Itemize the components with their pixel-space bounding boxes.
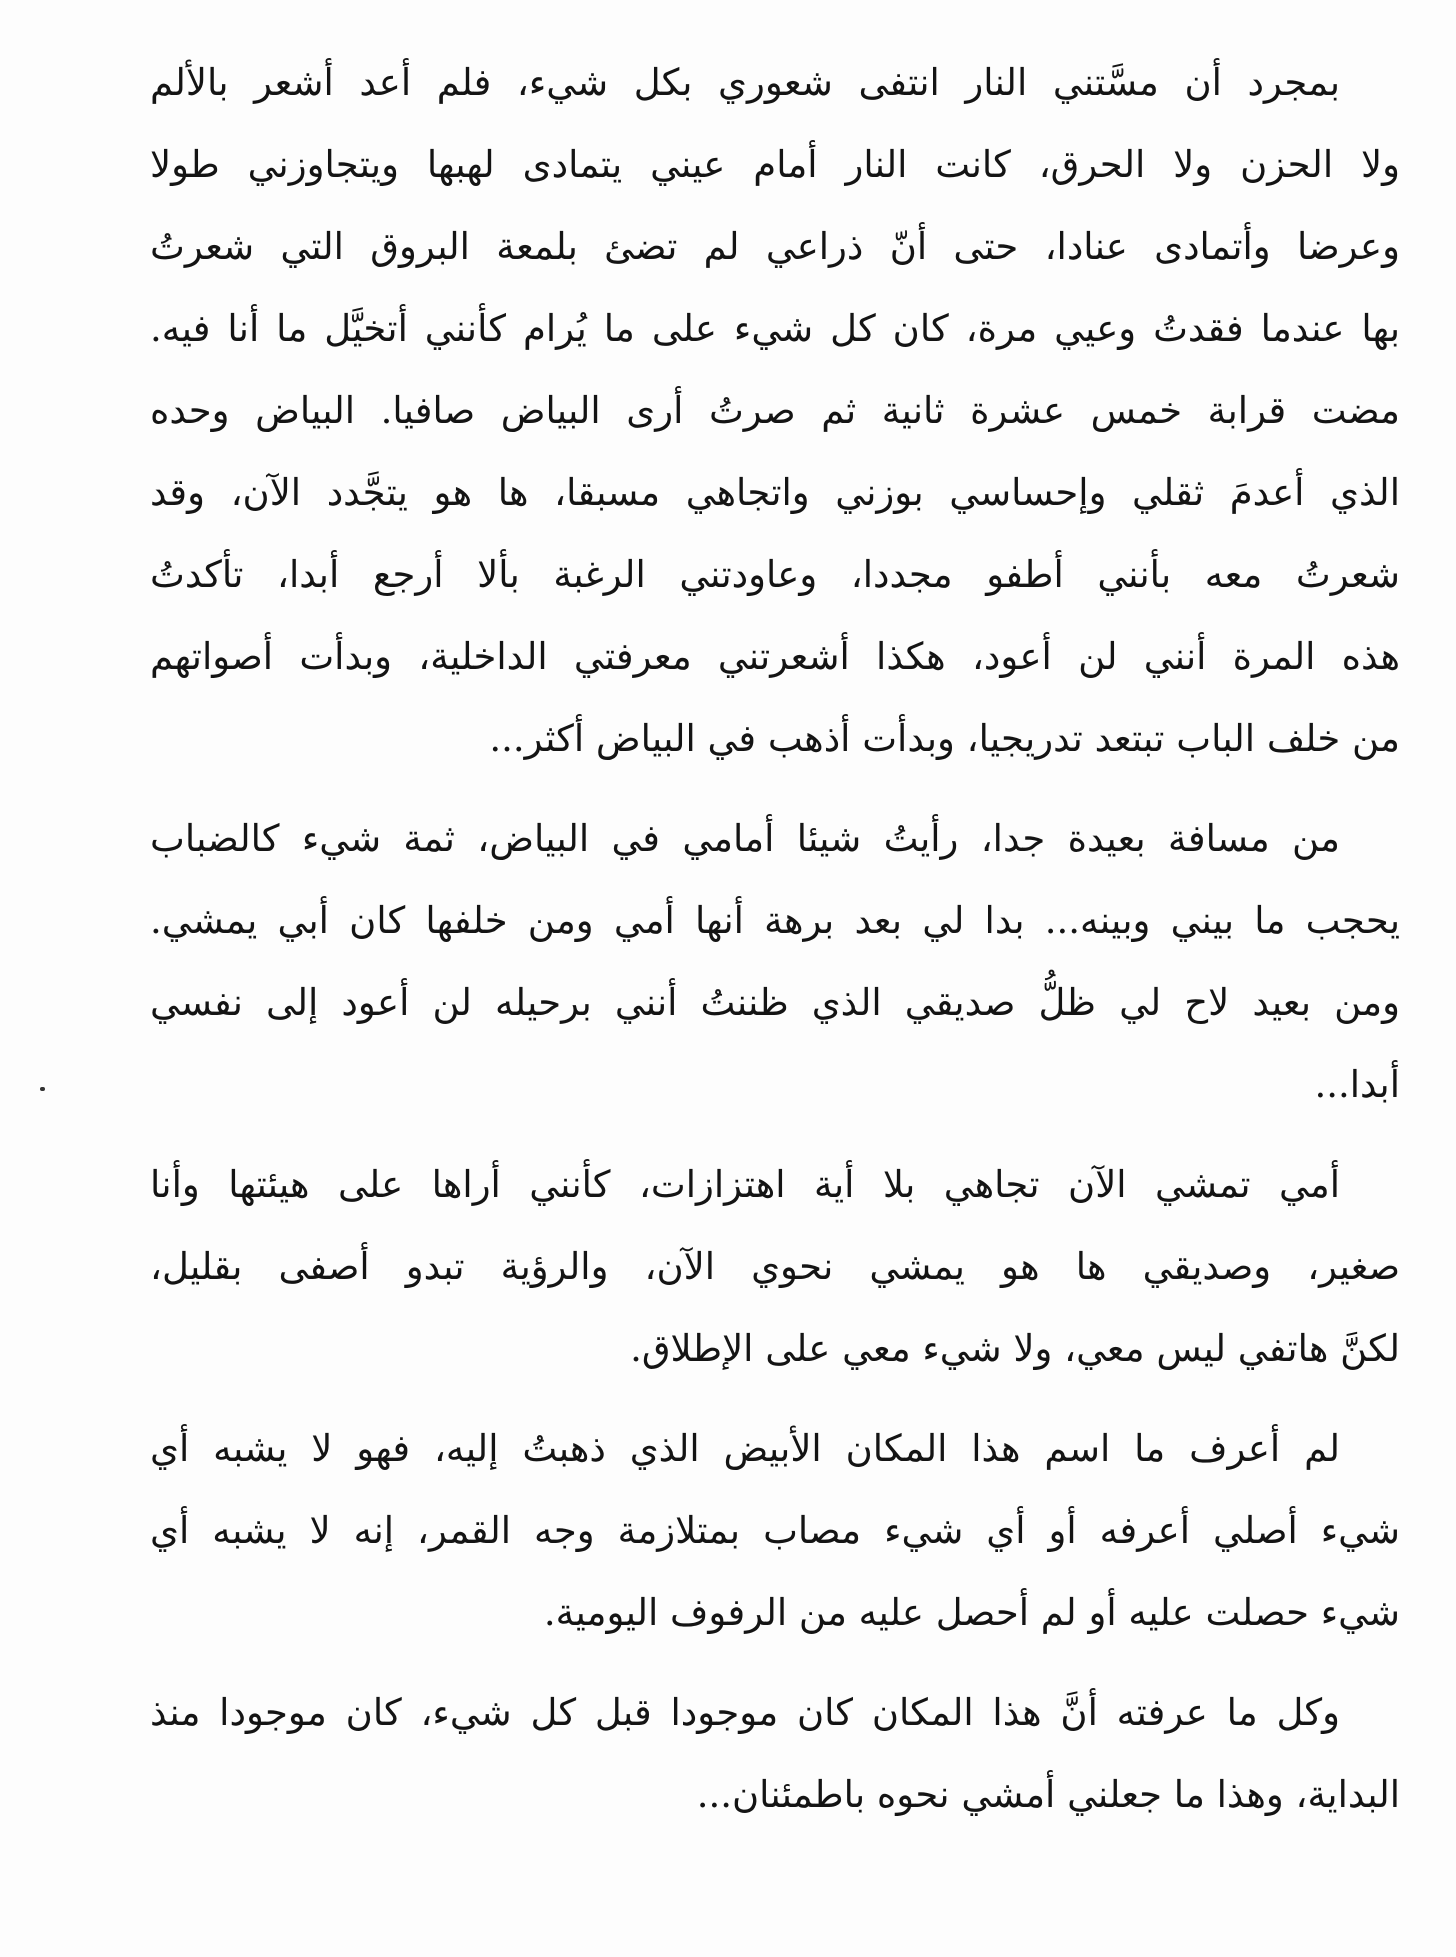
paragraph-line: شعرتُ معه بأنني أطفو مجددا، وعاودتني الرغبة بألا أرجع أبدا، تأكدتُ xyxy=(150,553,1400,596)
paragraph-4 xyxy=(150,1408,1400,1654)
paragraph-line: هذه المرة أنني لن أعود، هكذا أشعرتني معرفتي الداخلية، وبدأت أصواتهم xyxy=(150,635,1400,678)
paragraph-line: بمجرد أن مسَّتني النار انتفى شعوري بكل شيء، فلم أعد أشعر بالألم xyxy=(150,61,1340,104)
paragraph-5 xyxy=(150,1672,1400,1836)
paragraph-spacer xyxy=(150,1654,1400,1672)
paragraph-line: بها عندما فقدتُ وعيي مرة، كان كل شيء على ما يُرام كأنني أتخيَّل ما أنا فيه. xyxy=(150,307,1400,350)
paragraph-line: مضت قرابة خمس عشرة ثانية ثم صرتُ أرى البياض صافيا. البياض وحده xyxy=(150,389,1400,432)
paragraph-line: لم أعرف ما اسم هذا المكان الأبيض الذي ذهبتُ إليه، فهو لا يشبه أي xyxy=(150,1427,1340,1470)
paragraph-spacer xyxy=(150,1390,1400,1408)
paragraph-line: شيء حصلت عليه أو لم أحصل عليه من الرفوف اليومية. xyxy=(543,1591,1400,1634)
paragraph-line: ومن بعيد لاح لي ظلُّ صديقي الذي ظننتُ أنني برحيله لن أعود إلى نفسي xyxy=(150,981,1400,1024)
paragraph-line: ولا الحزن ولا الحرق، كانت النار أمام عيني يتمادى لهبها ويتجاوزني طولا xyxy=(150,143,1400,186)
paragraph-line: لكنَّ هاتفي ليس معي، ولا شيء معي على الإطلاق. xyxy=(630,1327,1400,1370)
paragraph-line: أبدا... xyxy=(1314,1063,1400,1106)
paragraph-line: وكل ما عرفته أنَّ هذا المكان كان موجودا قبل كل شيء، كان موجودا منذ xyxy=(150,1691,1340,1734)
page-body-text xyxy=(150,42,1400,1836)
paragraph-line: أمي تمشي الآن تجاهي بلا أية اهتزازات، كأنني أراها على هيئتها وأنا xyxy=(150,1163,1340,1206)
paragraph-3 xyxy=(150,1144,1400,1390)
paragraph-1 xyxy=(150,42,1400,780)
paragraph-spacer xyxy=(150,780,1400,798)
paragraph-line: يحجب ما بيني وبينه... بدا لي بعد برهة أنها أمي ومن خلفها كان أبي يمشي. xyxy=(150,899,1400,942)
paragraph-line: البداية، وهذا ما جعلني أمشي نحوه باطمئنان... xyxy=(696,1773,1400,1816)
paragraph-line: من مسافة بعيدة جدا، رأيتُ شيئا أمامي في البياض، ثمة شيء كالضباب xyxy=(150,817,1340,860)
paragraph-line: شيء أصلي أعرفه أو أي شيء مصاب بمتلازمة وجه القمر، إنه لا يشبه أي xyxy=(150,1509,1400,1552)
paragraph-line: الذي أعدمَ ثقلي وإحساسي بوزني واتجاهي مسبقا، ها هو يتجَّدد الآن، وقد xyxy=(150,471,1400,514)
paragraph-spacer xyxy=(150,1126,1400,1144)
paragraph-2 xyxy=(150,798,1400,1126)
paragraph-line: صغير، وصديقي ها هو يمشي نحوي الآن، والرؤية تبدو أصفى بقليل، xyxy=(150,1245,1400,1288)
scan-speck-mark xyxy=(40,1087,45,1091)
paragraph-line: وعرضا وأتمادى عنادا، حتى أنّ ذراعي لم تضئ بلمعة البروق التي شعرتُ xyxy=(150,225,1400,268)
paragraph-line: من خلف الباب تبتعد تدريجيا، وبدأت أذهب في البياض أكثر... xyxy=(489,717,1400,760)
